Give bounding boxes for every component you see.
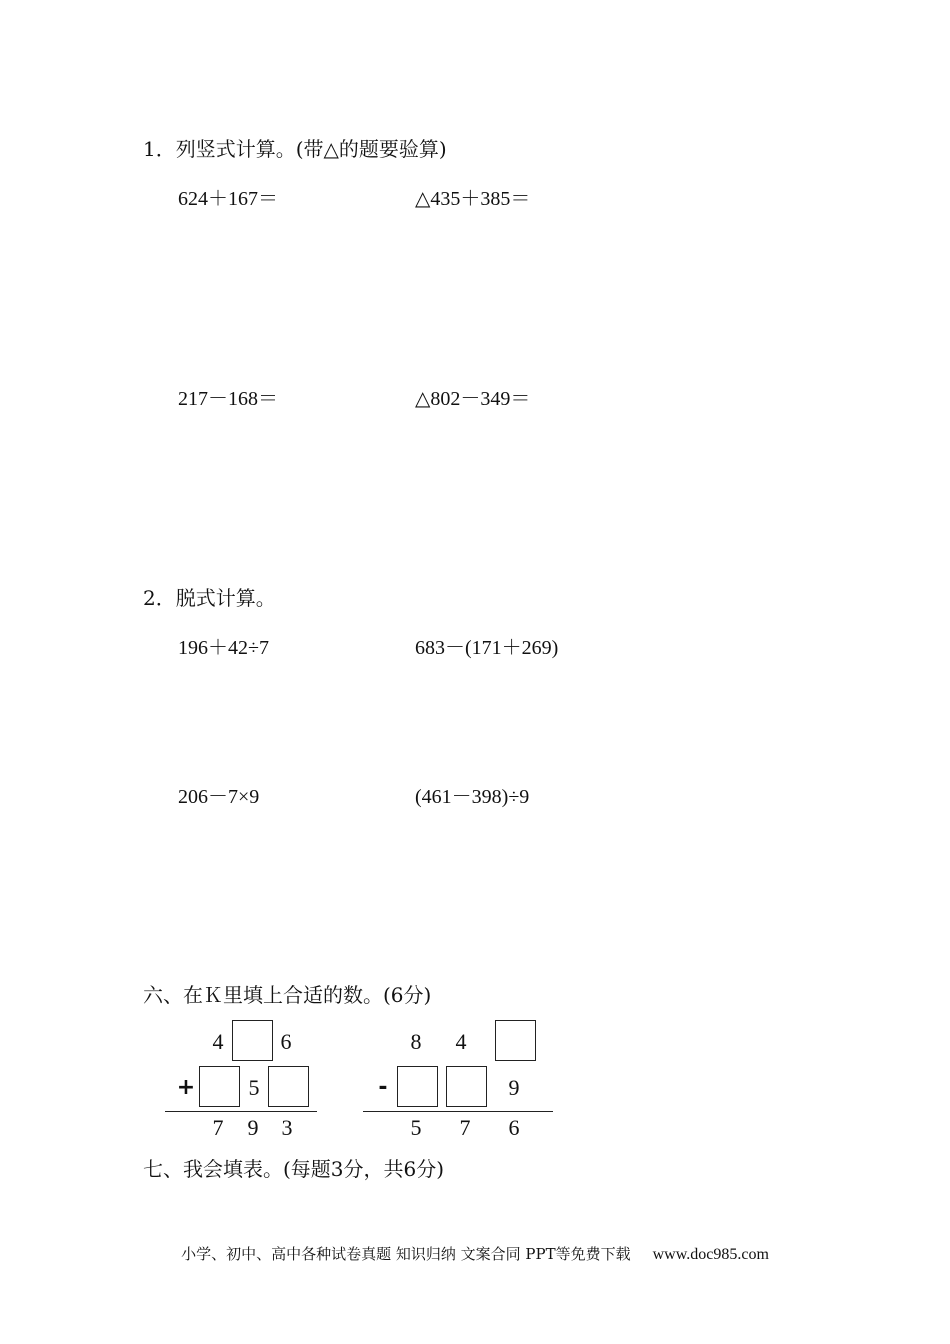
add-mid-blank-box-1[interactable] bbox=[199, 1066, 240, 1107]
q1-expression-2: △435＋385＝ bbox=[415, 188, 531, 210]
sub-top-blank-box[interactable] bbox=[495, 1020, 536, 1061]
q2-expression-3: 206－7×9 bbox=[178, 786, 260, 808]
footer-text: 小学、初中、高中各种试卷真题 知识归纳 文案合同 PPT等免费下载 bbox=[181, 1245, 631, 1263]
q2-expression-2: 683－(171＋269) bbox=[415, 637, 559, 659]
sub-top-digit-2: 4 bbox=[455, 1029, 467, 1054]
add-result-digit-3: 3 bbox=[281, 1115, 293, 1140]
sub-mid-blank-box-2[interactable] bbox=[446, 1066, 487, 1107]
question-1-title: 1．列竖式计算。(带△的题要验算) bbox=[143, 137, 447, 161]
section-7-title: 七、我会填表。(每题3分，共6分) bbox=[143, 1157, 445, 1181]
add-result-digit-1: 7 bbox=[212, 1115, 224, 1140]
footer-site-link[interactable]: www.doc985.com bbox=[652, 1246, 769, 1263]
add-result-digit-2: 9 bbox=[247, 1115, 259, 1140]
minus-sign: - bbox=[378, 1075, 388, 1100]
q2-expression-4: (461－398)÷9 bbox=[415, 786, 530, 808]
q1-expression-4: △802－349＝ bbox=[415, 388, 531, 410]
sub-result-digit-3: 6 bbox=[508, 1115, 520, 1140]
q1-expression-3: 217－168＝ bbox=[178, 388, 278, 410]
q2-expression-1: 196＋42÷7 bbox=[178, 637, 269, 659]
add-mid-blank-box-2[interactable] bbox=[268, 1066, 309, 1107]
add-sum-line bbox=[165, 1111, 317, 1112]
plus-sign: + bbox=[176, 1075, 196, 1100]
page-footer bbox=[0, 1244, 950, 1265]
sub-mid-blank-box-1[interactable] bbox=[397, 1066, 438, 1107]
question-2-title: 2．脱式计算。 bbox=[143, 586, 276, 610]
add-top-digit-2: 6 bbox=[280, 1029, 292, 1054]
add-top-digit-1: 4 bbox=[212, 1029, 224, 1054]
q1-expression-1: 624＋167＝ bbox=[178, 188, 278, 210]
section-6-title: 六、在Ｋ里填上合适的数。(6分) bbox=[143, 983, 432, 1007]
sub-mid-digit: 9 bbox=[508, 1075, 520, 1100]
sub-result-digit-1: 5 bbox=[410, 1115, 422, 1140]
sub-result-digit-2: 7 bbox=[459, 1115, 471, 1140]
sub-top-digit-1: 8 bbox=[410, 1029, 422, 1054]
sub-difference-line bbox=[363, 1111, 553, 1112]
add-mid-digit: 5 bbox=[248, 1075, 260, 1100]
add-top-blank-box[interactable] bbox=[232, 1020, 273, 1061]
